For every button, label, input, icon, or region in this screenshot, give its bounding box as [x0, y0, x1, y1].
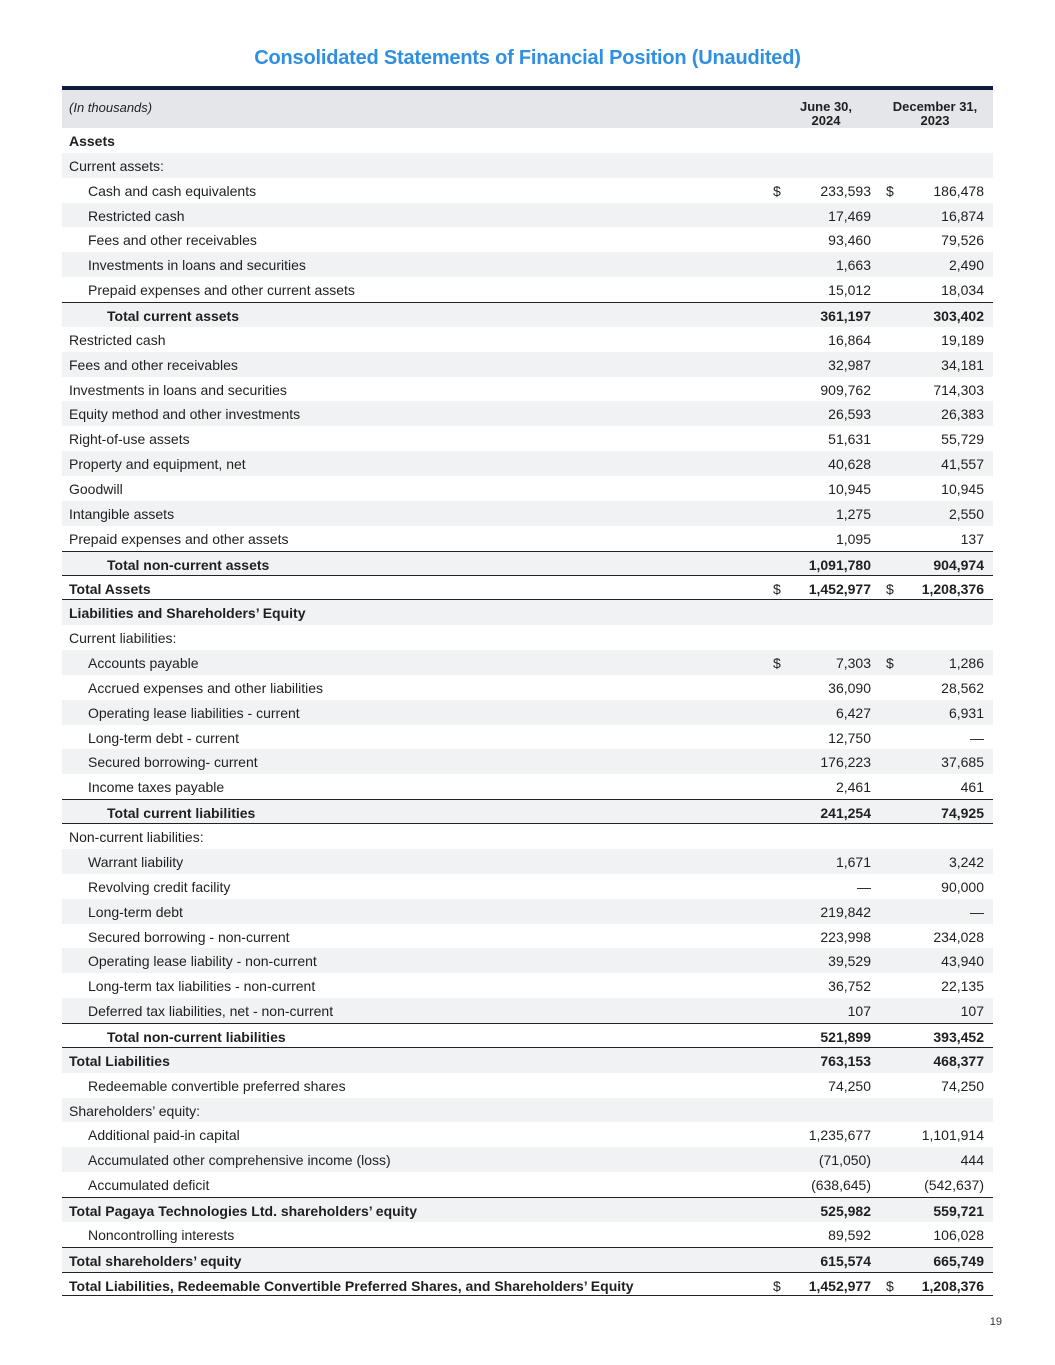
table-row	[62, 749, 993, 774]
value-june-2024: 1,275	[835, 505, 871, 522]
table-row	[62, 227, 993, 252]
row-label: Secured borrowing - non-current	[88, 928, 290, 945]
value-dec-2023: 137	[960, 530, 984, 547]
value-june-2024: (71,050)	[818, 1152, 871, 1169]
table-row	[62, 799, 993, 824]
value-june-2024: 17,469	[828, 207, 871, 224]
dollar-sign: $	[773, 655, 781, 672]
value-dec-2023: 461	[960, 779, 984, 796]
table-row	[62, 153, 993, 178]
value-june-2024: 909,762	[820, 381, 871, 398]
value-dec-2023: 2,490	[948, 257, 984, 274]
table-row	[62, 575, 993, 600]
page-title: Consolidated Statements of Financial Position (Unaudited)	[254, 47, 801, 69]
value-june-2024: 26,593	[828, 406, 871, 423]
table-row	[62, 1073, 993, 1098]
row-label: Current liabilities:	[69, 630, 177, 647]
row-label: Noncontrolling interests	[88, 1226, 235, 1243]
value-dec-2023: 559,721	[933, 1202, 984, 1219]
value-june-2024: 36,752	[828, 978, 871, 995]
value-dec-2023: 19,189	[941, 331, 984, 348]
row-label: Operating lease liability - non-current	[88, 953, 317, 970]
row-label: Total current liabilities	[107, 805, 256, 822]
value-june-2024: 763,153	[820, 1052, 871, 1069]
value-june-2024: 89,592	[828, 1226, 871, 1243]
value-dec-2023: 303,402	[933, 308, 984, 325]
value-dec-2023: 90,000	[941, 878, 984, 895]
table-row	[62, 700, 993, 725]
value-dec-2023: 74,925	[941, 805, 984, 822]
row-label: Liabilities and Shareholders’ Equity	[69, 605, 306, 622]
value-dec-2023: 43,940	[941, 953, 984, 970]
row-label: Total Pagaya Technologies Ltd. shareholders’ equity	[69, 1202, 418, 1219]
row-label: Warrant liability	[88, 853, 184, 870]
table-row	[62, 973, 993, 998]
value-dec-2023: 106,028	[933, 1226, 984, 1243]
row-label: Cash and cash equivalents	[88, 182, 257, 199]
dollar-sign: $	[773, 1277, 781, 1294]
row-label: Prepaid expenses and other assets	[69, 530, 289, 547]
table-row	[62, 451, 993, 476]
value-dec-2023: 10,945	[941, 481, 984, 498]
column-header-june-2024-line2: 2024	[811, 113, 841, 128]
value-dec-2023: 714,303	[933, 381, 984, 398]
table-body	[62, 128, 993, 1296]
row-label: Accumulated deficit	[88, 1177, 210, 1194]
table-row	[62, 1197, 993, 1222]
table-row	[62, 650, 993, 675]
value-june-2024: 219,842	[820, 903, 871, 920]
table-row	[62, 948, 993, 973]
value-june-2024: —	[857, 878, 871, 895]
row-label: Accrued expenses and other liabilities	[88, 679, 324, 696]
value-dec-2023: 74,250	[941, 1077, 984, 1094]
row-label: Operating lease liabilities - current	[88, 704, 300, 721]
row-label: Total non-current assets	[107, 556, 270, 573]
dollar-sign: $	[773, 182, 781, 199]
dollar-sign: $	[886, 182, 894, 199]
value-june-2024: 7,303	[835, 655, 871, 672]
value-dec-2023: 665,749	[933, 1252, 984, 1269]
table-row	[62, 625, 993, 650]
value-dec-2023: 55,729	[941, 431, 984, 448]
table-row	[62, 1147, 993, 1172]
value-june-2024: 39,529	[828, 953, 871, 970]
row-label: Additional paid-in capital	[88, 1127, 240, 1144]
row-label: Right-of-use assets	[69, 431, 190, 448]
row-label: Goodwill	[69, 481, 123, 498]
row-label: Prepaid expenses and other current assets	[88, 282, 355, 299]
value-dec-2023: 468,377	[933, 1052, 984, 1069]
value-dec-2023: 79,526	[941, 232, 984, 249]
value-june-2024: 10,945	[828, 481, 871, 498]
column-header-dec-2023	[877, 100, 993, 128]
value-dec-2023: 2,550	[948, 505, 984, 522]
table-row	[62, 899, 993, 924]
value-june-2024: 241,254	[820, 805, 871, 822]
value-dec-2023: 1,208,376	[921, 1277, 984, 1294]
table-row	[62, 1048, 993, 1073]
row-label: Intangible assets	[69, 505, 175, 522]
table-row	[62, 998, 993, 1023]
value-dec-2023: 16,874	[941, 207, 984, 224]
table-row	[62, 526, 993, 551]
table-row	[62, 824, 993, 849]
value-june-2024: 361,197	[820, 308, 871, 325]
table-row	[62, 600, 993, 625]
row-label: Current assets:	[69, 157, 164, 174]
table-row	[62, 1098, 993, 1123]
table-row	[62, 501, 993, 526]
value-june-2024: 16,864	[828, 331, 871, 348]
table-row	[62, 128, 993, 153]
value-dec-2023: 41,557	[941, 456, 984, 473]
value-june-2024: 521,899	[820, 1028, 871, 1045]
row-label: Property and equipment, net	[69, 456, 246, 473]
value-june-2024: 74,250	[828, 1077, 871, 1094]
row-label: Long-term tax liabilities - non-current	[88, 978, 316, 995]
value-june-2024: 2,461	[835, 779, 871, 796]
row-label: Assets	[69, 133, 115, 149]
value-june-2024: 12,750	[828, 729, 871, 746]
value-dec-2023: 6,931	[948, 704, 984, 721]
table-row	[62, 1023, 993, 1048]
value-june-2024: 51,631	[828, 431, 871, 448]
table-row	[62, 252, 993, 277]
value-dec-2023: 234,028	[933, 928, 984, 945]
row-label: Fees and other receivables	[69, 356, 238, 373]
row-label: Revolving credit facility	[88, 878, 231, 895]
table-row	[62, 1247, 993, 1272]
row-label: Long-term debt	[88, 903, 183, 920]
value-dec-2023: 107	[960, 1003, 984, 1020]
value-dec-2023: (542,637)	[924, 1177, 984, 1194]
table-row	[62, 426, 993, 451]
row-label: Long-term debt - current	[88, 729, 239, 746]
row-label: Total Assets	[69, 581, 151, 598]
table-row	[62, 277, 993, 302]
column-header-june-2024	[781, 100, 871, 128]
value-june-2024: 1,452,977	[808, 1277, 871, 1294]
table-row	[62, 327, 993, 352]
value-june-2024: 233,593	[820, 182, 871, 199]
table-row	[62, 1272, 993, 1297]
value-june-2024: 615,574	[820, 1252, 871, 1269]
row-label: Restricted cash	[88, 207, 185, 224]
dollar-sign: $	[886, 1277, 894, 1294]
column-header-dec-2023-line2: 2023	[920, 113, 950, 128]
value-june-2024: 223,998	[820, 928, 871, 945]
table-row	[62, 401, 993, 426]
table-row	[62, 924, 993, 949]
table-row	[62, 774, 993, 799]
table-row	[62, 874, 993, 899]
value-june-2024: 6,427	[835, 704, 871, 721]
value-june-2024: 107	[847, 1003, 871, 1020]
dollar-sign: $	[886, 581, 894, 598]
value-june-2024: 1,091,780	[808, 556, 871, 573]
value-june-2024: 1,235,677	[808, 1127, 871, 1144]
table-row	[62, 675, 993, 700]
table-row	[62, 178, 993, 203]
table-row	[62, 203, 993, 228]
row-label: Investments in loans and securities	[69, 381, 287, 398]
table-row	[62, 302, 993, 327]
value-june-2024: 93,460	[828, 232, 871, 249]
row-label: Restricted cash	[69, 331, 166, 348]
value-dec-2023: —	[970, 903, 984, 920]
value-june-2024: 15,012	[828, 282, 871, 299]
column-header-dec-2023-line1: December 31,	[892, 99, 978, 114]
row-label: Fees and other receivables	[88, 232, 257, 249]
table-row	[62, 725, 993, 750]
value-dec-2023: 3,242	[948, 853, 984, 870]
dollar-sign: $	[886, 655, 894, 672]
row-label: Secured borrowing- current	[88, 754, 258, 771]
table-row	[62, 551, 993, 576]
value-june-2024: 525,982	[820, 1202, 871, 1219]
financial-position-table	[62, 86, 993, 1296]
row-label: Redeemable convertible preferred shares	[88, 1077, 346, 1094]
value-june-2024: 1,452,977	[808, 581, 871, 598]
value-dec-2023: —	[970, 729, 984, 746]
row-label: Income taxes payable	[88, 779, 225, 796]
table-header	[62, 90, 993, 128]
value-dec-2023: 904,974	[933, 556, 984, 573]
value-june-2024: 1,663	[835, 257, 871, 274]
units-label: (In thousands)	[69, 100, 153, 115]
value-dec-2023: 1,286	[948, 655, 984, 672]
table-row	[62, 377, 993, 402]
value-june-2024: 36,090	[828, 679, 871, 696]
row-label: Total shareholders’ equity	[69, 1252, 242, 1269]
value-june-2024: 1,095	[835, 530, 871, 547]
row-label: Total Liabilities, Redeemable Convertible Preferred Shares, and Shareholders’ Equity	[69, 1277, 634, 1294]
row-label: Shareholders’ equity:	[69, 1102, 201, 1119]
value-dec-2023: 26,383	[941, 406, 984, 423]
row-label: Investments in loans and securities	[88, 257, 306, 274]
row-label: Accumulated other comprehensive income (loss)	[88, 1152, 391, 1169]
table-row	[62, 352, 993, 377]
value-dec-2023: 28,562	[941, 679, 984, 696]
row-label: Non-current liabilities:	[69, 829, 204, 846]
table-row	[62, 1222, 993, 1247]
row-label: Deferred tax liabilities, net - non-current	[88, 1003, 334, 1020]
column-header-june-2024-line1: June 30,	[799, 99, 853, 114]
table-row	[62, 476, 993, 501]
table-row	[62, 1122, 993, 1147]
value-dec-2023: 1,101,914	[921, 1127, 984, 1144]
value-june-2024: 176,223	[820, 754, 871, 771]
row-label: Equity method and other investments	[69, 406, 301, 423]
value-june-2024: 1,671	[835, 853, 871, 870]
value-june-2024: 40,628	[828, 456, 871, 473]
table-row	[62, 849, 993, 874]
value-june-2024: (638,645)	[811, 1177, 871, 1194]
row-label: Accounts payable	[88, 655, 199, 672]
value-dec-2023: 34,181	[941, 356, 984, 373]
value-june-2024: 32,987	[828, 356, 871, 373]
row-label: Total Liabilities	[69, 1052, 170, 1069]
value-dec-2023: 1,208,376	[921, 581, 984, 598]
dollar-sign: $	[773, 581, 781, 598]
value-dec-2023: 393,452	[933, 1028, 984, 1045]
row-label: Total current assets	[107, 308, 240, 325]
page-number: 19	[989, 1316, 1002, 1328]
value-dec-2023: 186,478	[933, 182, 984, 199]
row-label: Total non-current liabilities	[107, 1028, 286, 1045]
value-dec-2023: 22,135	[941, 978, 984, 995]
value-dec-2023: 444	[960, 1152, 984, 1169]
table-row	[62, 1172, 993, 1197]
value-dec-2023: 18,034	[941, 282, 984, 299]
value-dec-2023: 37,685	[941, 754, 984, 771]
